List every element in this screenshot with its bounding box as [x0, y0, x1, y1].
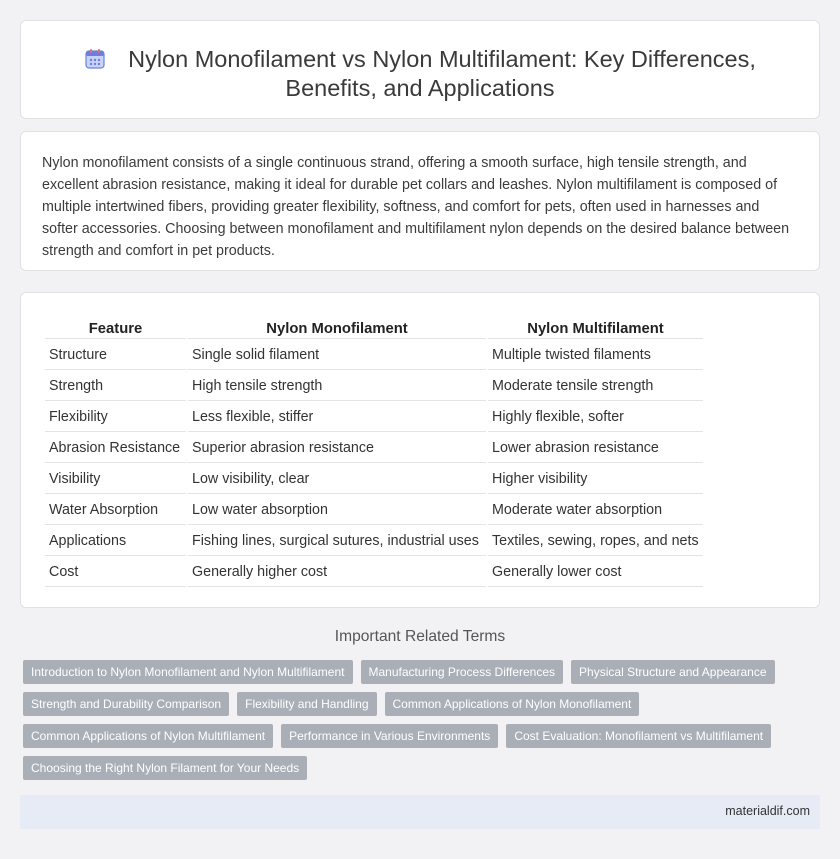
multifilament-cell: Generally lower cost — [488, 558, 703, 587]
monofilament-cell: Generally higher cost — [188, 558, 486, 587]
comparison-table — [43, 315, 705, 589]
multifilament-cell: Multiple twisted filaments — [488, 341, 703, 370]
header-feature: Feature — [45, 317, 186, 339]
footer — [20, 795, 820, 829]
monofilament-cell: Low visibility, clear — [188, 465, 486, 494]
related-term-tag[interactable]: Performance in Various Environments — [281, 724, 498, 748]
related-terms-list — [23, 660, 813, 788]
related-term-tag[interactable]: Strength and Durability Comparison — [23, 692, 229, 716]
related-term-tag[interactable]: Flexibility and Handling — [237, 692, 376, 716]
multifilament-cell: Higher visibility — [488, 465, 703, 494]
multifilament-cell: Moderate tensile strength — [488, 372, 703, 401]
table-row — [45, 403, 703, 432]
feature-cell: Cost — [45, 558, 186, 587]
multifilament-cell: Moderate water absorption — [488, 496, 703, 525]
related-term-tag[interactable]: Common Applications of Nylon Multifilament — [23, 724, 273, 748]
multifilament-cell: Lower abrasion resistance — [488, 434, 703, 463]
feature-cell: Visibility — [45, 465, 186, 494]
related-term-tag[interactable]: Introduction to Nylon Monofilament and Nylon Multifilament — [23, 660, 353, 684]
comparison-card — [20, 292, 820, 608]
feature-cell: Structure — [45, 341, 186, 370]
title-card — [20, 20, 820, 119]
table-row — [45, 558, 703, 587]
related-term-tag[interactable]: Manufacturing Process Differences — [361, 660, 564, 684]
intro-card — [20, 131, 820, 271]
multifilament-cell: Textiles, sewing, ropes, and nets — [488, 527, 703, 556]
monofilament-cell: Single solid filament — [188, 341, 486, 370]
monofilament-cell: Superior abrasion resistance — [188, 434, 486, 463]
related-terms-heading: Important Related Terms — [334, 628, 506, 645]
related-term-tag[interactable]: Physical Structure and Appearance — [571, 660, 774, 684]
related-term-tag[interactable]: Common Applications of Nylon Monofilament — [385, 692, 640, 716]
header-monofilament: Nylon Monofilament — [188, 317, 486, 339]
feature-cell: Strength — [45, 372, 186, 401]
feature-cell: Water Absorption — [45, 496, 186, 525]
monofilament-cell: Low water absorption — [188, 496, 486, 525]
intro-paragraph: Nylon monofilament consists of a single continuous strand, offering a smooth surface, high tensile strength, and excellent abrasion resistance, making it ideal for durable pet collars and leashes. Nylon multifilament is composed of multiple intertwined fibers, providing greater flexibility, softness, and comfort for pets, often used in harnesses and softer accessories. Choosing between monofilament and multifilament nylon depends on the desired balance between strength and comfort in pet products. — [42, 155, 790, 259]
page-title — [21, 45, 819, 103]
feature-cell: Applications — [45, 527, 186, 556]
table-row — [45, 372, 703, 401]
header-multifilament: Nylon Multifilament — [488, 317, 703, 339]
feature-cell: Flexibility — [45, 403, 186, 432]
footer-site-link[interactable]: materialdif.com — [725, 804, 810, 818]
table-row — [45, 341, 703, 370]
feature-cell: Abrasion Resistance — [45, 434, 186, 463]
page-title-text: Nylon Monofilament vs Nylon Multifilament: Key Differences, Benefits, and Applications — [128, 46, 756, 101]
monofilament-cell: High tensile strength — [188, 372, 486, 401]
table-row — [45, 465, 703, 494]
related-term-tag[interactable]: Cost Evaluation: Monofilament vs Multifilament — [506, 724, 771, 748]
table-row — [45, 496, 703, 525]
table-row — [45, 527, 703, 556]
table-row — [45, 434, 703, 463]
multifilament-cell: Highly flexible, softer — [488, 403, 703, 432]
table-header-row — [45, 317, 703, 339]
monofilament-cell: Fishing lines, surgical sutures, industrial uses — [188, 527, 486, 556]
related-term-tag[interactable]: Choosing the Right Nylon Filament for Your Needs — [23, 756, 307, 780]
monofilament-cell: Less flexible, stiffer — [188, 403, 486, 432]
calendar-icon — [84, 48, 106, 70]
